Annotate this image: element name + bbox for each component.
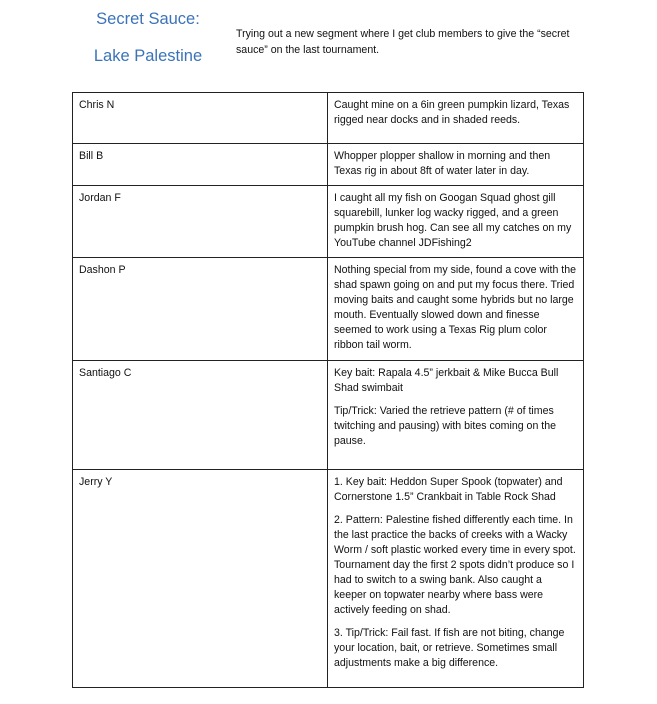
secret-sauce-paragraph: 1. Key bait: Heddon Super Spook (topwater) and Cornerstone 1.5” Crankbait in Table Rock Shad xyxy=(334,476,563,503)
member-name-cell xyxy=(73,361,328,470)
member-name: Bill B xyxy=(79,150,104,162)
member-name: Jerry Y xyxy=(79,476,113,488)
member-name: Dashon P xyxy=(79,264,126,276)
table-body xyxy=(73,93,584,688)
member-name-cell xyxy=(73,144,328,186)
secret-sauce-cell xyxy=(328,186,584,258)
member-name-cell xyxy=(73,93,328,144)
secret-sauce-paragraph: I caught all my fish on Googan Squad ghost gill squarebill, lunker log wacky rigged, and a green pumpkin brush hog. Can see all my catches on my YouTube channel JDFishing2 xyxy=(334,192,572,249)
secret-sauce-paragraph: Key bait: Rapala 4.5” jerkbait & Mike Bucca Bull Shad swimbait xyxy=(334,367,559,394)
table-row xyxy=(73,93,584,144)
secret-sauce-paragraph: Whopper plopper shallow in morning and then Texas rig in about 8ft of water later in day. xyxy=(334,150,551,177)
table-row xyxy=(73,258,584,361)
secret-sauce-table xyxy=(72,92,584,688)
secret-sauce-paragraph: Tip/Trick: Varied the retrieve pattern (# of times twitching and pausing) with bites coming on the pause. xyxy=(334,405,557,447)
table-row xyxy=(73,144,584,186)
table-row xyxy=(73,470,584,688)
table-row xyxy=(73,361,584,470)
secret-sauce-cell xyxy=(328,361,584,470)
member-name: Chris N xyxy=(79,99,115,111)
member-name-cell xyxy=(73,186,328,258)
secret-sauce-cell xyxy=(328,93,584,144)
secret-sauce-cell xyxy=(328,470,584,688)
secret-sauce-paragraph: 3. Tip/Trick: Fail fast. If fish are not biting, change your location, bait, or retrieve. Sometimes small adjustments make a big difference. xyxy=(334,627,565,669)
member-name-cell xyxy=(73,258,328,361)
page-title: Secret Sauce: xyxy=(96,10,200,28)
member-name: Santiago C xyxy=(79,367,132,379)
secret-sauce-paragraph: Caught mine on a 6in green pumpkin lizard, Texas rigged near docks and in shaded reeds. xyxy=(334,99,570,126)
table-row xyxy=(73,186,584,258)
secret-sauce-paragraph: 2. Pattern: Palestine fished differently each time. In the last practice the backs of creeks with a Wacky Worm / soft plastic worked every time in every spot. Tournament day the first 2 spots didn’t produce so I had to switch to a swing bank. Also caught a keeper on topwater nearby where bass were actively feeding on shad. xyxy=(334,514,576,616)
member-name: Jordan F xyxy=(79,192,121,204)
page-subtitle: Lake Palestine xyxy=(93,47,203,65)
intro-text: Trying out a new segment where I get club members to give the “secret sauce” on the last tournament. xyxy=(236,28,570,56)
secret-sauce-cell xyxy=(328,258,584,361)
member-name-cell xyxy=(73,470,328,688)
secret-sauce-paragraph: Nothing special from my side, found a cove with the shad spawn going on and put my focus there. Tried moving baits and caught some hybrids but no large mouth. Eventually slowed down and finesse seemed to work using a Texas Rig plum color ribbon tail worm. xyxy=(334,264,577,351)
secret-sauce-cell xyxy=(328,144,584,186)
